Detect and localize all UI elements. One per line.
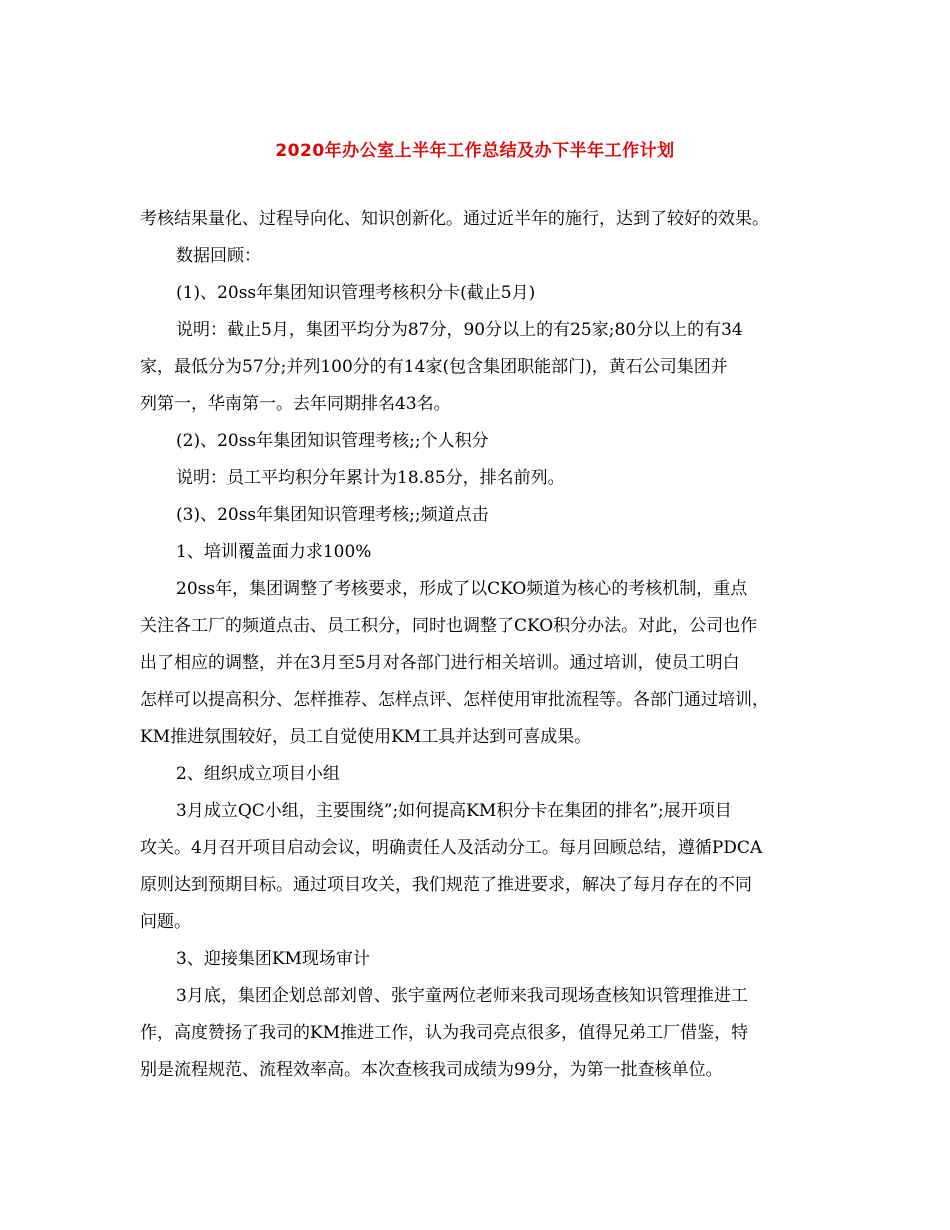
- body-line-21: 3、迎接集团KM现场审计: [176, 949, 370, 969]
- body-line-3: (1)、20ss年集团知识管理考核积分卡(截止5月): [176, 283, 536, 303]
- body-line-4: 说明：截止5月，集团平均分为87分，90分以上的有25家;80分以上的有34: [176, 320, 743, 340]
- body-line-17: 3月成立QC小组，主要围绕”;如何提高KM积分卡在集团的排名”;展开项目: [176, 801, 732, 821]
- body-line-9: (3)、20ss年集团知识管理考核;;频道点击: [176, 505, 489, 525]
- body-line-16: 2、组织成立项目小组: [176, 764, 340, 784]
- body-line-1: 考核结果量化、过程导向化、知识创新化。通过近半年的施行，达到了较好的效果。: [140, 209, 769, 229]
- body-line-18: 攻关。4月召开项目启动会议，明确责任人及活动分工。每月回顾总结，遵循PDCA: [140, 838, 763, 858]
- body-line-24: 别是流程规范、流程效率高。本次查核我司成绩为99分，为第一批查核单位。: [140, 1060, 723, 1080]
- body-line-11: 20ss年，集团调整了考核要求，形成了以CKO频道为核心的考核机制，重点: [176, 579, 748, 599]
- body-line-15: KM推进氛围较好，员工自觉使用KM工具并达到可喜成果。: [140, 727, 592, 747]
- body-line-13: 出了相应的调整，并在3月至5月对各部门进行相关培训。通过培训，使员工明白: [140, 653, 740, 673]
- body-line-7: (2)、20ss年集团知识管理考核;;个人积分: [176, 431, 489, 451]
- document-title: 2020年办公室上半年工作总结及办下半年工作计划: [275, 141, 675, 161]
- body-line-14: 怎样可以提高积分、怎样推荐、怎样点评、怎样使用审批流程等。各部门通过培训，: [140, 690, 769, 710]
- body-line-2: 数据回顾：: [176, 246, 261, 266]
- body-line-20: 问题。: [140, 912, 191, 932]
- body-line-12: 关注各工厂的频道点击、员工积分，同时也调整了CKO积分办法。对此，公司也作: [140, 616, 758, 636]
- body-line-10: 1、培训覆盖面力求100%: [176, 542, 372, 562]
- body-line-8: 说明：员工平均积分年累计为18.85分，排名前列。: [176, 468, 565, 488]
- body-line-19: 原则达到预期目标。通过项目攻关，我们规范了推进要求，解决了每月存在的不同: [140, 875, 752, 895]
- body-line-5: 家，最低分为57分;并列100分的有14家(包含集团职能部门)，黄石公司集团并: [140, 357, 728, 377]
- body-line-23: 作，高度赞扬了我司的KM推进工作，认为我司亮点很多，值得兄弟工厂借鉴，特: [140, 1023, 749, 1043]
- body-line-6: 列第一，华南第一。去年同期排名43名。: [140, 394, 451, 414]
- body-line-22: 3月底，集团企划总部刘曾、张宇童两位老师来我司现场查核知识管理推进工: [176, 986, 748, 1006]
